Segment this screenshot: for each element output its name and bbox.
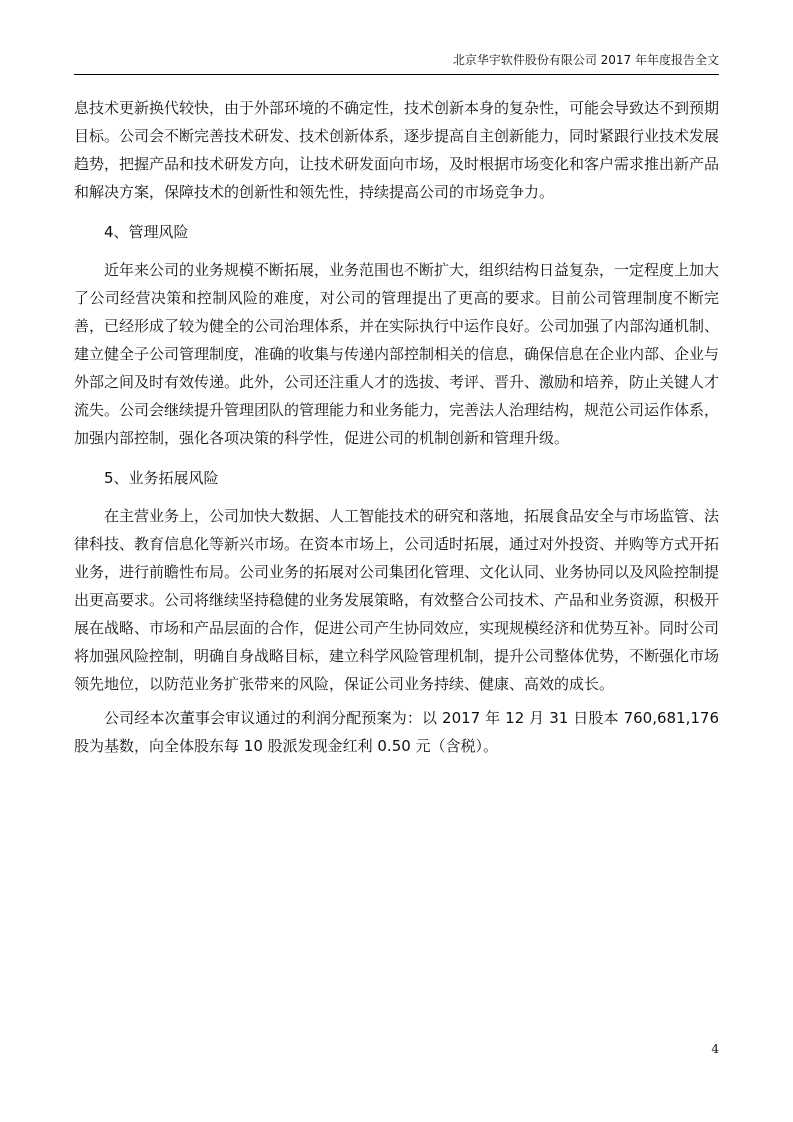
management-risk-paragraph: 近年来公司的业务规模不断拓展，业务范围也不断扩大，组织结构日益复杂，一定程度上加大了公司经营决策和控制风险的难度，对公司的管理提出了更高的要求。目前公司管理制度不断完善，已经形成了较为健全的公司治理体系，并在实际执行中运作良好。公司加强了内部沟通机制、建立健全子公司管理制度，准确的收集与传递内部控制相关的信息，确保信息在企业内部、企业与外部之间及时有效传递。此外，公司还注重人才的选拔、考评、晋升、激励和培养，防止关键人才流失。公司会继续提升管理团队的管理能力和业务能力，完善法人治理结构，规范公司运作体系，加强内部控制，强化各项决策的科学性，促进公司的机制创新和管理升级。 [74,261,720,447]
section-heading-business-expansion-risk: 5、业务拓展风险 [104,469,219,487]
document-body [74,94,719,760]
header-title: 北京华宇软件股份有限公司 2017 年年度报告全文 [452,53,719,67]
business-expansion-risk-paragraph: 在主营业务上，公司加快大数据、人工智能技术的研究和落地，拓展食品安全与市场监管、法律科技、教育信息化等新兴市场。在资本市场上，公司适时拓展，通过对外投资、并购等方式开拓业务，进行前瞻性布局。公司业务的拓展对公司集团化管理、文化认同、业务协同以及风险控制提出更高要求。公司将继续坚持稳健的业务发展策略，有效整合公司技术、产品和业务资源，积极开展在战略、市场和产品层面的合作，促进公司产生协同效应，实现规模经济和优势互补。同时公司将加强风险控制，明确自身战略目标，建立科学风险管理机制，提升公司整体优势，不断强化市场领先地位，以防范业务扩张带来的风险，保证公司业务持续、健康、高效的成长。 [74,507,720,693]
continuation-paragraph: 息技术更新换代较快，由于外部环境的不确定性，技术创新本身的复杂性，可能会导致达不到预期目标。公司会不断完善技术研发、技术创新体系，逐步提高自主创新能力，同时紧跟行业技术发展趋势，把握产品和技术研发方向，让技术研发面向市场，及时根据市场变化和客户需求推出新产品和解决方案，保障技术的创新性和领先性，持续提高公司的市场竞争力。 [74,99,720,201]
dividend-plan-paragraph: 公司经本次董事会审议通过的利润分配预案为：以 2017 年 12 月 31 日股本 760,681,176 股为基数，向全体股东每 10 股派发现金红利 0.50 元（含税）。 [74,709,719,755]
page-number: 4 [711,1042,719,1056]
section-heading-management-risk: 4、管理风险 [104,223,189,241]
page-header [74,52,719,75]
